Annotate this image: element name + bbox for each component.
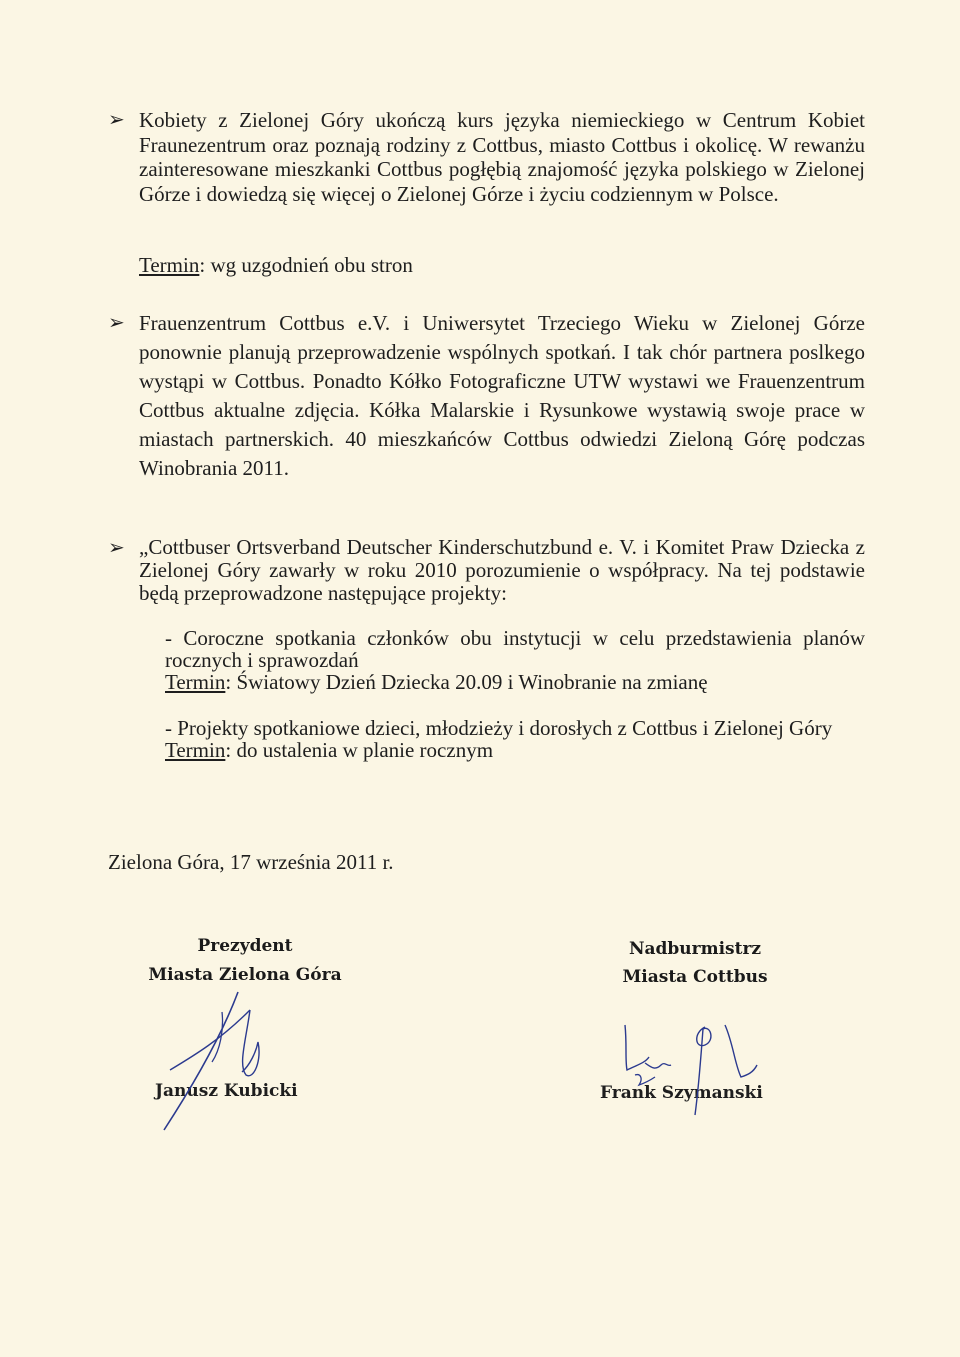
project-item-text: - Coroczne spotkania członków obu instytucji w celu przedstawienia planów rocznych i sprawozdań bbox=[165, 626, 865, 672]
right-signatory-title: Nadburmistrz bbox=[628, 939, 762, 959]
project-item-text: - Projekty spotkaniowe dzieci, młodzieży i dorosłych z Cottbus i Zielonej Góry bbox=[165, 716, 833, 740]
termin-label: Termin bbox=[165, 738, 226, 762]
termin-line-3 bbox=[165, 739, 865, 761]
right-signatory-name: Frank Szymanski bbox=[600, 1083, 763, 1103]
termin-line-1 bbox=[139, 253, 413, 277]
termin-value: : Światowy Dzień Dziecka 20.09 i Winobranie na zmianę bbox=[225, 670, 708, 694]
date-line: Zielona Góra, 17 września 2011 r. bbox=[108, 850, 394, 874]
termin-value: : wg uzgodnień obu stron bbox=[199, 253, 413, 277]
paragraph-frauenzentrum: Frauenzentrum Cottbus e.V. i Uniwersytet Trzeciego Wieku w Zielonej Górze ponownie planują przeprowadzenie wspólnych spotkań. I tak chór partnera poslkego wystąpi w Cottbus. Ponadto Kółko Fotograficzne UTW wystawi we Frauenzentrum Cottbus aktualne zdjęcia. Kółka Malarskie i Rysunkowe wystawią swoje prace w miastach partnerskich. 40 mieszkańców Cottbus odwiedzi Zieloną Górę podczas Winobrania 2011. bbox=[139, 311, 865, 480]
paragraph-language-course: Kobiety z Zielonej Góry ukończą kurs języka niemieckiego w Centrum Kobiet Fraunezentrum oraz poznają rodziny z Cottbus, miasto Cottbus i okolicę. W rewanżu zainteresowane mieszkanki Cottbus pogłębią znajomość języka polskiego w Zielonej Górze i dowiedzą się więcej o Zielonej Górze i życiu codziennym w Polsce. bbox=[139, 108, 865, 206]
left-signatory-title: Prezydent bbox=[197, 936, 293, 956]
bullet-arrow-icon: ➢ bbox=[108, 537, 125, 559]
left-signature-icon bbox=[150, 980, 290, 1140]
termin-label: Termin bbox=[165, 670, 226, 694]
paragraph-kinderschutzbund: „Cottbuser Ortsverband Deutscher Kinderschutzbund e. V. i Komitet Praw Dziecka z Zielonej Góry zawarły w roku 2010 porozumienie o współpracy. Na tej podstawie będą przeprowadzone następujące projekty: bbox=[139, 535, 865, 605]
left-signatory-name: Janusz Kubicki bbox=[155, 1081, 298, 1101]
termin-label: Termin bbox=[139, 253, 200, 277]
bullet-arrow-icon: ➢ bbox=[108, 312, 125, 334]
termin-line-2 bbox=[165, 671, 865, 693]
project-item-2 bbox=[165, 717, 865, 761]
bullet-arrow-icon: ➢ bbox=[108, 109, 125, 131]
project-item-1 bbox=[165, 627, 865, 693]
termin-value: : do ustalenia w planie rocznym bbox=[225, 738, 494, 762]
right-signatory-city: Miasta Cottbus bbox=[622, 967, 768, 987]
right-signature-icon bbox=[615, 1015, 795, 1125]
left-signatory-city: Miasta Zielona Góra bbox=[148, 965, 342, 985]
